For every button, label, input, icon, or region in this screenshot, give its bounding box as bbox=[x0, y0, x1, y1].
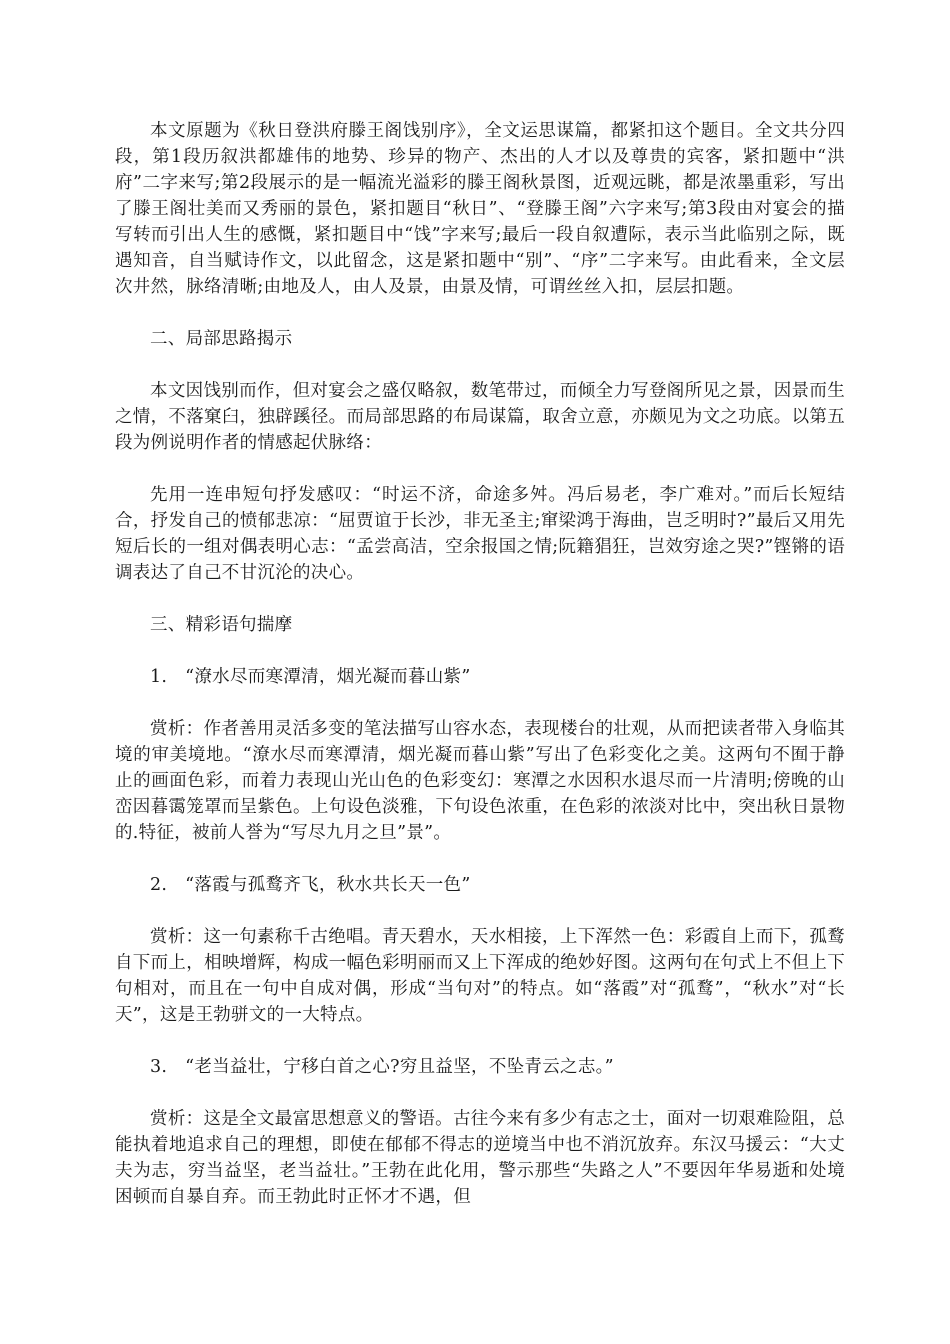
paragraph-fifth-section-example: 先用一连串短句抒发感叹：“时运不济，命途多舛。冯后易老，李广难对。”而后长短结合，抒发自己的愤郁悲凉：“屈贾谊于长沙，非无圣主;窜梁鸿于海曲，岂乏明时?”最后又用先短后长的一组对偶表明心志：“孟尝高洁，空余报国之情;阮籍猖狂，岂效穷途之哭?”铿锵的语调表达了自己不甘沉沦的决心。 bbox=[115, 485, 845, 583]
paragraph-title-analysis: 本文原题为《秋日登洪府滕王阁饯别序》，全文运思谋篇，都紧扣这个题目。全文共分四段，第1段历叙洪都雄伟的地势、珍异的物产、杰出的人才以及尊贵的宾客，紧扣题中“洪府”二字来写;第2段展示的是一幅流光溢彩的滕王阁秋景图，近观远眺，都是浓墨重彩，写出了滕王阁壮美而又秀丽的景色，紧扣题目“秋日”、“登滕王阁”六字来写;第3段由对宴会的描写转而引出人生的感慨，紧扣题目中“饯”字来写;最后一段自叙遭际，表示当此临别之际，既遇知音，自当赋诗作文，以此留念，这是紧扣题中“别”、“序”二字来写。由此看来，全文层次井然，脉络清晰;由地及人，由人及景，由景及情，可谓丝丝入扣，层层扣题。 bbox=[115, 121, 845, 297]
appreciation-paragraph-1: 赏析：作者善用灵活多变的笔法描写山容水态，表现楼台的壮观，从而把读者带入身临其境的审美境地。“潦水尽而寒潭清，烟光凝而暮山紫”写出了色彩变化之美。这两句不囿于静止的画面色彩，而着力表现山光山色的色彩变幻：寒潭之水因积水退尽而一片清明;傍晚的山峦因暮霭笼罩而呈紫色。上句设色淡雅，下句设色浓重，在色彩的浓淡对比中，突出秋日景物的.特征，被前人誉为“写尽九月之旦”景”。 bbox=[115, 719, 845, 843]
section-heading-sentence-analysis: 三、精彩语句揣摩 bbox=[150, 615, 293, 635]
appreciation-paragraph-2: 赏析：这一句素称千古绝唱。青天碧水，天水相接，上下浑然一色：彩霞自上而下，孤鹜自下而上，相映增辉，构成一幅色彩明丽而又上下浑成的绝妙好图。这两句在句式上不但上下句相对，而且在一句中自成对偶，形成“当句对”的特点。如“落霞”对“孤鹜”，“秋水”对“长天”，这是王勃骈文的一大特点。 bbox=[115, 927, 845, 1025]
quote-heading-1: 1. “潦水尽而寒潭清，烟光凝而暮山紫” bbox=[150, 667, 471, 687]
appreciation-paragraph-3: 赏析：这是全文最富思想意义的警语。古往今来有多少有志之士，面对一切艰难险阻，总能执着地追求自己的理想，即使在郁郁不得志的逆境当中也不消沉放弃。东汉马援云：“大丈夫为志，穷当益坚，老当益壮。”王勃在此化用，警示那些“失路之人”不要因年华易逝和处境困顿而自暴自弃。而王勃此时正怀才不遇，但 bbox=[115, 1109, 845, 1207]
section-heading-local-structure: 二、局部思路揭示 bbox=[150, 329, 293, 349]
paragraph-local-structure: 本文因饯别而作，但对宴会之盛仅略叙，数笔带过，而倾全力写登阁所见之景，因景而生之情，不落窠臼，独辟蹊径。而局部思路的布局谋篇，取舍立意，亦颇见为文之功底。以第五段为例说明作者的情感起伏脉络： bbox=[115, 381, 845, 453]
quote-heading-3: 3. “老当益壮，宁移白首之心?穷且益坚，不坠青云之志。” bbox=[150, 1057, 614, 1077]
document-page bbox=[115, 118, 845, 1236]
quote-heading-2: 2. “落霞与孤鹜齐飞，秋水共长天一色” bbox=[150, 875, 471, 895]
